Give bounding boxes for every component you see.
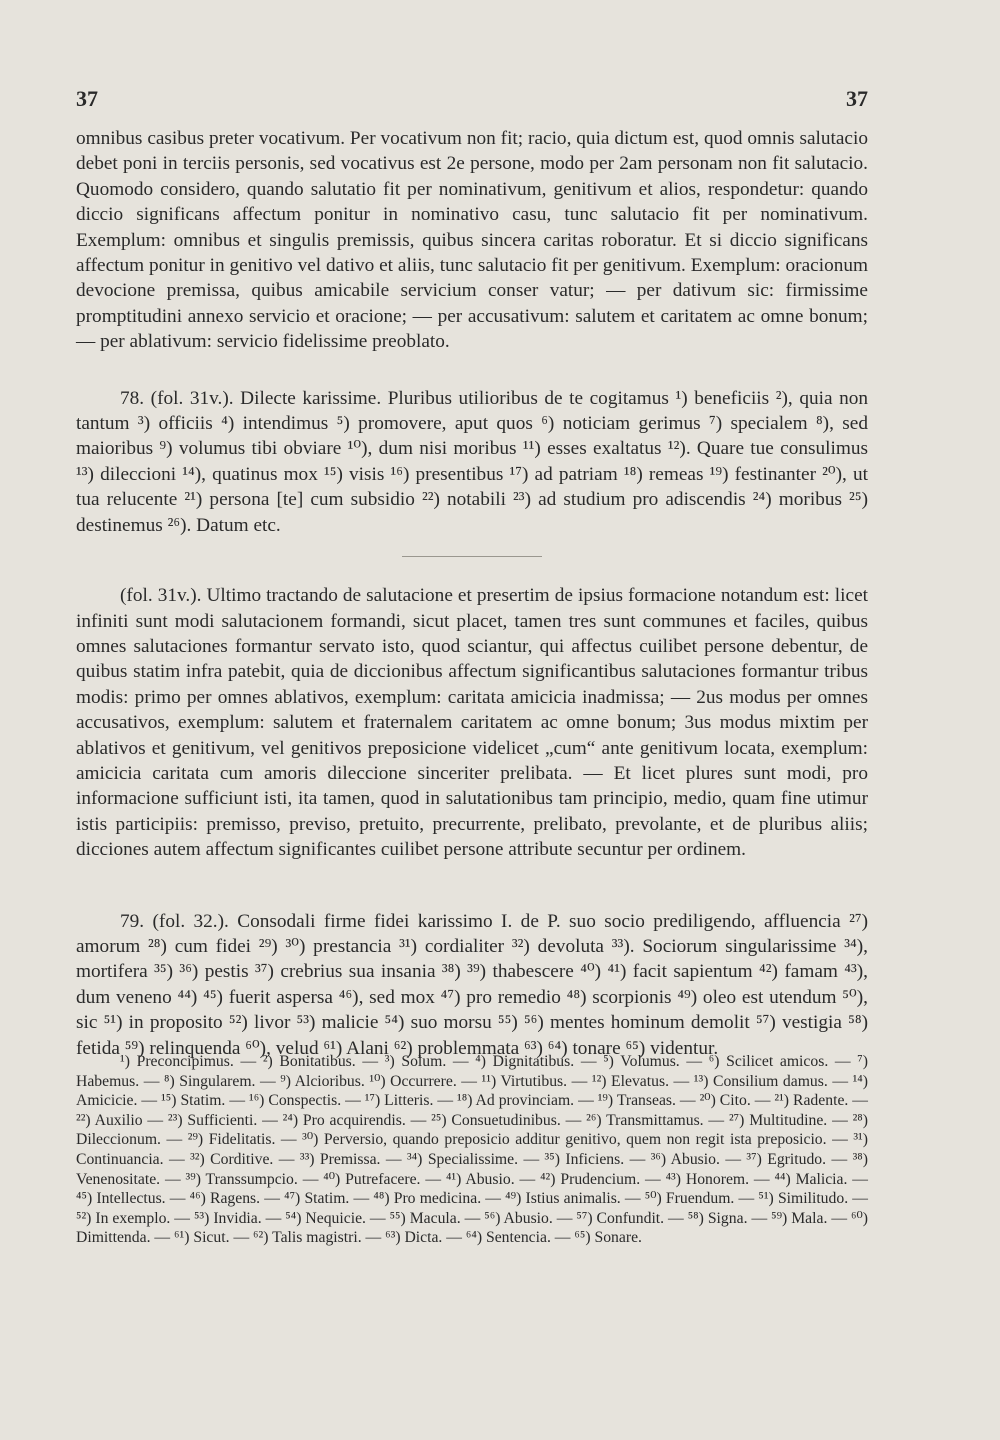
page-header	[76, 86, 868, 116]
paragraph-continuation: omnibus casibus preter vocativum. Per vocativum non fit; racio, quia dictum est, quod omnis salutacio debet poni in terciis personis, sed vocativus est 2e persone, modo per 2am personam non fit salutacio. Quomodo considero, quando salutatio fit per nominativum, genitivum et alios, respondetur: quando diccio significans affectum ponitur in nominativo casu, tunc salutacio fit per nominativum. Exemplum: omnibus et singulis premissis, quibus sincera caritas roboratur. Et si diccio significans affectum ponitur in genitivo vel dativo et aliis, tunc salutacio fit per genitivum. Exemplum: oracionum devocione premissa, quibus amicabile servicium conser vatur; — per dativum sic: firmissime promptitudini annexo servicio et oracione; — per accusativum: salutem et caritatem ac omne bonum; — per ablativum: servicio fidelissime preoblato.	[76, 128, 868, 353]
page-number-left: 37	[76, 86, 98, 111]
entry-79: 79. (fol. 32.). Consodali firme fidei karissimo I. de P. suo socio prediligendo, affluencia ²⁷) amorum ²⁸) cum fidei ²⁹) ³⁰) prestancia ³¹) cordialiter ³²) devoluta ³³). Sociorum singularissime ³⁴), mortifera ³⁵) ³⁶) pestis ³⁷) crebrius sua insania ³⁸) ³⁹) thabescere ⁴⁰) ⁴¹) facit sapientum ⁴²) famam ⁴³), dum veneno ⁴⁴) ⁴⁵) fuerit aspersa ⁴⁶), sed mox ⁴⁷) pro remedio ⁴⁸) scorpionis ⁴⁹) oleo est utendum ⁵⁰), sic ⁵¹) in proposito ⁵²) livor ⁵³) malicie ⁵⁴) suo morsu ⁵⁵) ⁵⁶) mentes hominum demolit ⁵⁷) vestigia ⁵⁸) fetida ⁵⁹) relinquenda ⁶⁰), velud ⁶¹) Alani ⁶²) problemmata ⁶³) ⁶⁴) tonare ⁶⁵) videntur.	[76, 910, 868, 1059]
paragraph-salutacione: (fol. 31v.). Ultimo tractando de salutacione et presertim de ipsius formacione notandum est: licet infiniti sunt modi salutacionem formandi, sicut placet, tamen tres sunt communes et faciles, quibus omnes salutaciones formantur servato isto, quod sciantur, qui affectus cuilibet persone debentur, de quibus statim infra patebit, quia de diccionibus affectum significantibus salutaciones formantur tribus modis: primo per omnes ablativos, exemplum: caritata amicicia inadmissa; — 2us modus per omnes accusativos, exemplum: salutem et fraternalem caritatem ac omne bonum; 3us modus mixtim per ablativos et genitivum, vel genitivos preposicione videlicet „cum“ ante genitivum locata, exemplum: amicicia caritata cum amoris dileccione sinceriter prelibata. — Et licet plures sunt modi, pro informacione sufficiunt isti, ita tamen, quod in salutationibus tam principio, medio, quam fine utimur istis participiis: premisso, previso, pretuito, precurrente, prelibato, prevolante, et de pluribus aliis; dicciones autem affectum significantes cuilibet persone attribute secuntur per ordinem.	[76, 585, 868, 861]
page-number-right: 37	[846, 86, 868, 111]
entry-78: 78. (fol. 31v.). Dilecte karissime. Pluribus utilioribus de te cogitamus ¹) beneficiis ²), quia non tantum ³) officiis ⁴) intendimus ⁵) promovere, aput quos ⁶) noticiam gerimus ⁷) specialem ⁸), sed maioribus ⁹) volumus tibi obviare ¹⁰), dum nisi moribus ¹¹) esses exaltatus ¹²). Quare tue consulimus ¹³) dileccioni ¹⁴), quatinus mox ¹⁵) visis ¹⁶) presentibus ¹⁷) ad patriam ¹⁸) remeas ¹⁹) festinanter ²⁰), ut tua relucente ²¹) persona [te] cum subsidio ²²) notabili ²³) ad studium pro adiscendis ²⁴) moribus ²⁵) destinemus ²⁶). Datum etc.	[76, 387, 868, 536]
footnotes	[76, 1052, 868, 1248]
footnote-text: ¹) Preconcipimus. — ²) Bonitatibus. — ³) Solum. — ⁴) Dignitatibus. — ⁵) Volumus. — ⁶) Scilicet amicos. — ⁷) Habemus. — ⁸) Singularem. — ⁹) Alcioribus. ¹⁰) Occurrere. — ¹¹) Virtutibus. — ¹²) Elevatus. — ¹³) Consilium damus. — ¹⁴) Amicicie. — ¹⁵) Statim. — ¹⁶) Conspectis. — ¹⁷) Litteris. — ¹⁸) Ad provinciam. — ¹⁹) Transeas. — ²⁰) Cito. — ²¹) Radente. — ²²) Auxilio — ²³) Sufficienti. — ²⁴) Pro acquirendis. — ²⁵) Consuetudinibus. — ²⁶) Transmittamus. — ²⁷) Multitudine. — ²⁸) Dileccionum. — ²⁹) Fidelitatis. — ³⁰) Perversio, quando preposicio additur genitivo, quem non regit ista preposicio. — ³¹) Continuancia. — ³²) Corditive. — ³³) Premissa. — ³⁴) Specialissime. — ³⁵) Inficiens. — ³⁶) Abusio. — ³⁷) Egritudo. — ³⁸) Venenositate. — ³⁹) Transsumpcio. — ⁴⁰) Putrefacere. — ⁴¹) Abusio. — ⁴²) Prudencium. — ⁴³) Honorem. — ⁴⁴) Malicia. — ⁴⁵) Intellectus. — ⁴⁶) Ragens. — ⁴⁷) Statim. — ⁴⁸) Pro medicina. — ⁴⁹) Istius animalis. — ⁵⁰) Fruendum. — ⁵¹) Similitudo. — ⁵²) In exemplo. — ⁵³) Invidia. — ⁵⁴) Nequicie. — ⁵⁵) Macula. — ⁵⁶) Abusio. — ⁵⁷) Confundit. — ⁵⁸) Signa. — ⁵⁹) Mala. — ⁶⁰) Dimittenda. — ⁶¹) Sicut. — ⁶²) Talis magistri. — ⁶³) Dicta. — ⁶⁴) Sentencia. — ⁶⁵) Sonare.	[76, 1053, 868, 1247]
section-divider	[402, 556, 542, 557]
main-text	[76, 126, 868, 1061]
